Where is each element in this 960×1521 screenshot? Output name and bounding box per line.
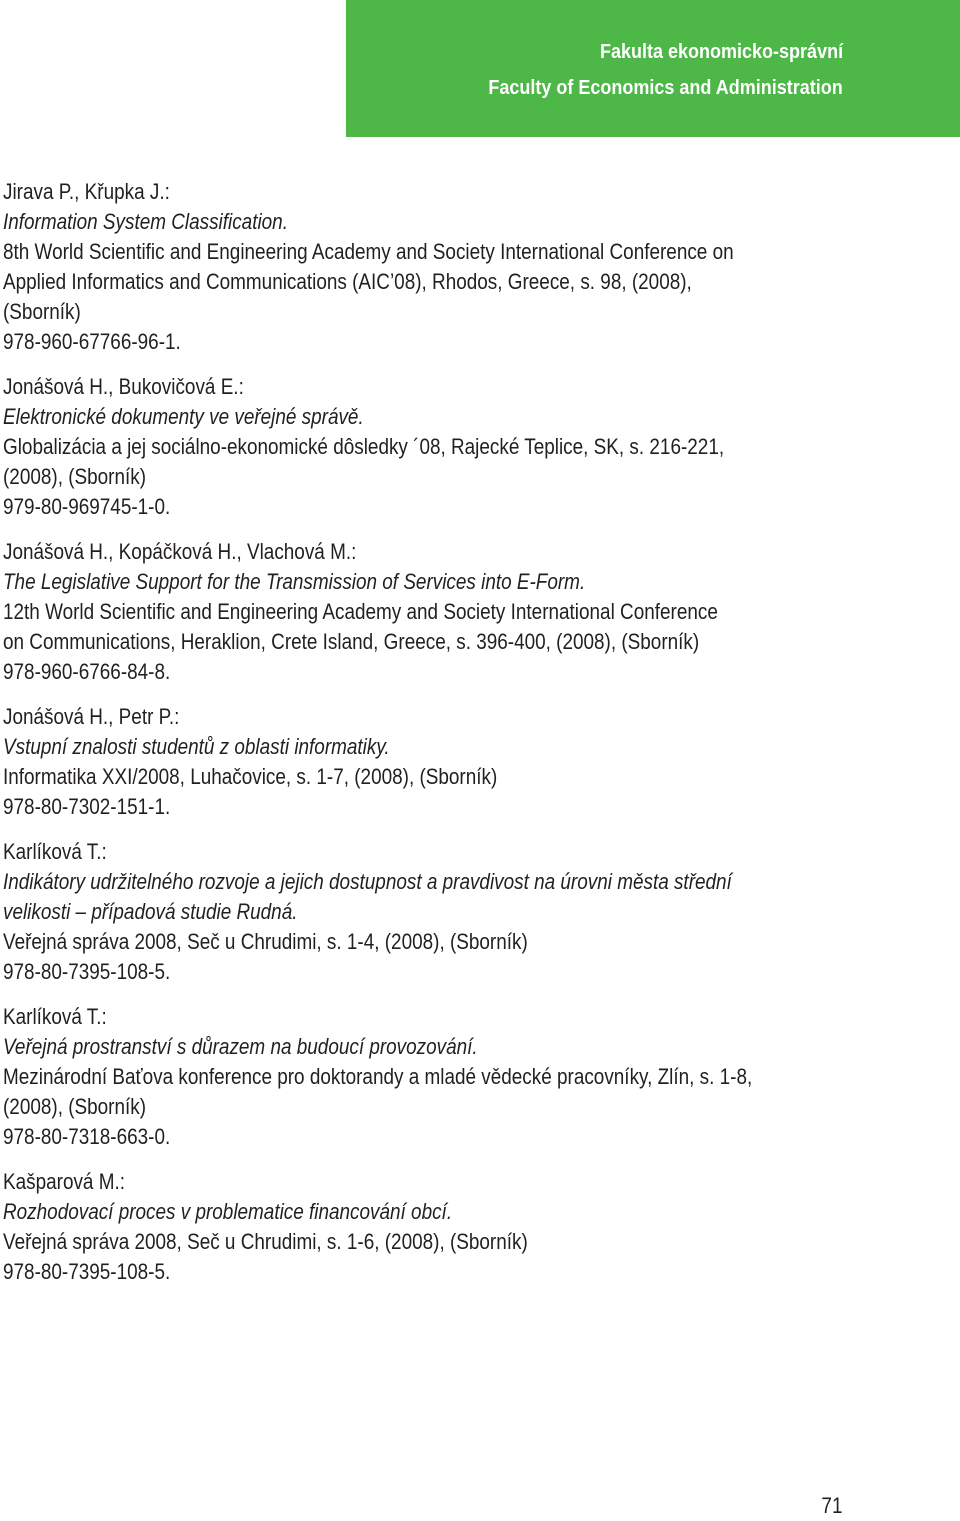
entry-detail: Veřejná správa 2008, Seč u Chrudimi, s. 1-6, (2008), (Sborník) (3, 1229, 528, 1254)
entry-title: velikosti – případová studie Rudná. (3, 899, 298, 924)
entry-authors: Jonášová H., Bukovičová E.: (3, 374, 244, 399)
entry-title: Rozhodovací proces v problematice financování obcí. (3, 1199, 453, 1224)
entry-detail: Informatika XXI/2008, Luhačovice, s. 1-7, (2008), (Sborník) (3, 764, 498, 789)
entry-isbn: 978-80-7395-108-5. (3, 1259, 171, 1284)
publication-entry (3, 1167, 943, 1287)
entry-title: Information System Classification. (3, 209, 288, 234)
page-number: 71 (820, 1493, 842, 1518)
entry-detail: 8th World Scientific and Engineering Academy and Society International Conference on (3, 239, 734, 264)
entry-isbn: 978-960-6766-84-8. (3, 659, 171, 684)
entry-isbn: 979-80-969745-1-0. (3, 494, 171, 519)
publication-entry (3, 537, 943, 687)
entry-title: Veřejná prostranství s důrazem na budoucí provozování. (3, 1034, 478, 1059)
entry-detail: (2008), (Sborník) (3, 464, 147, 489)
entry-isbn: 978-960-67766-96-1. (3, 329, 181, 354)
entry-detail: (2008), (Sborník) (3, 1094, 147, 1119)
entry-detail: on Communications, Heraklion, Crete Island, Greece, s. 396-400, (2008), (Sborník) (3, 629, 700, 654)
entry-authors: Karlíková T.: (3, 1004, 107, 1029)
entry-isbn: 978-80-7395-108-5. (3, 959, 171, 984)
entry-isbn: 978-80-7302-151-1. (3, 794, 171, 819)
entry-detail: (Sborník) (3, 299, 81, 324)
entry-detail: 12th World Scientific and Engineering Academy and Society International Conference (3, 599, 718, 624)
entry-detail: Applied Informatics and Communications (AIC’08), Rhodos, Greece, s. 98, (2008), (3, 269, 692, 294)
entry-title: The Legislative Support for the Transmission of Services into E-Form. (3, 569, 586, 594)
entry-title: Elektronické dokumenty ve veřejné správě. (3, 404, 364, 429)
entry-detail: Veřejná správa 2008, Seč u Chrudimi, s. 1-4, (2008), (Sborník) (3, 929, 528, 954)
entry-authors: Jonášová H., Petr P.: (3, 704, 180, 729)
entry-authors: Kašparová M.: (3, 1169, 125, 1194)
publication-entry (3, 702, 943, 822)
publication-list (3, 177, 943, 1302)
faculty-name-czech: Fakulta ekonomicko-správní (599, 41, 843, 63)
entry-authors: Jonášová H., Kopáčková H., Vlachová M.: (3, 539, 357, 564)
entry-detail: Globalizácia a jej sociálno-ekonomické dôsledky ´08, Rajecké Teplice, SK, s. 216-221, (3, 434, 725, 459)
publication-entry (3, 372, 943, 522)
publication-entry (3, 177, 943, 357)
publication-entry (3, 837, 943, 987)
faculty-name-english: Faculty of Economics and Administration (488, 77, 843, 99)
entry-title: Indikátory udržitelného rozvoje a jejich dostupnost a pravdivost na úrovni města střední (3, 869, 732, 894)
entry-isbn: 978-80-7318-663-0. (3, 1124, 171, 1149)
entry-authors: Karlíková T.: (3, 839, 107, 864)
entry-title: Vstupní znalosti studentů z oblasti informatiky. (3, 734, 390, 759)
publication-entry (3, 1002, 943, 1152)
entry-detail: Mezinárodní Baťova konference pro doktorandy a mladé vědecké pracovníky, Zlín, s. 1-8, (3, 1064, 753, 1089)
entry-authors: Jirava P., Křupka J.: (3, 179, 170, 204)
faculty-header (346, 0, 960, 137)
